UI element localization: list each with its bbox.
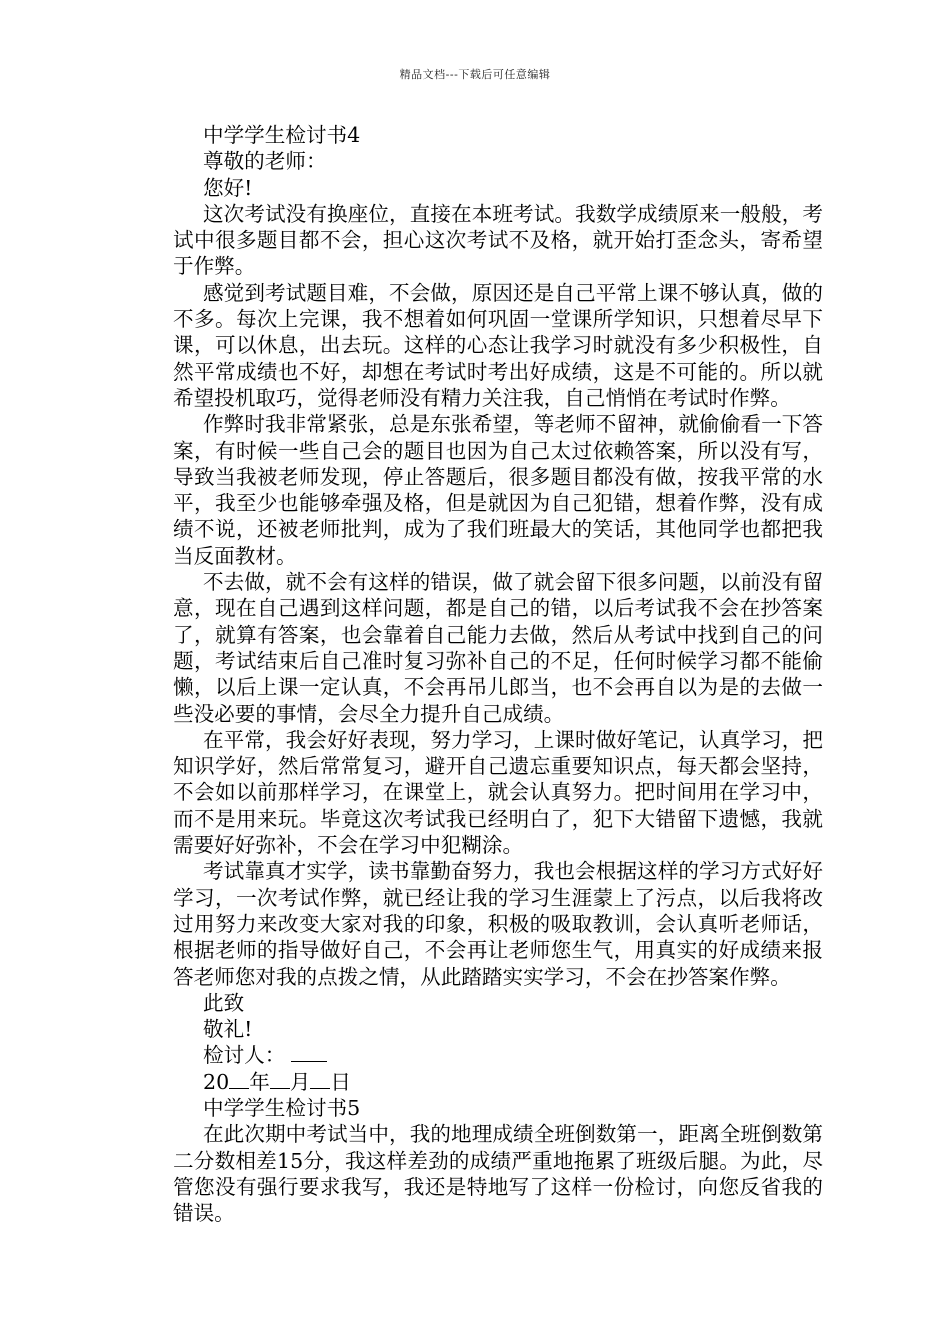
signer-line	[173, 1042, 823, 1068]
signer-label: 检讨人：	[203, 1043, 286, 1068]
date-month-unit: 月	[289, 1069, 311, 1094]
document-body	[173, 122, 823, 1226]
date-year: 20	[203, 1069, 230, 1094]
letter-5-paragraph: 在此次期中考试当中，我的地理成绩全班倒数第一，距离全班倒数第二分数相差15分，我这样差劲的成绩严重地拖累了班级后腿。为此，尽管您没有强行要求我写，我还是特地写了这样一份检讨，向您反省我的错误。	[173, 1122, 823, 1226]
letter-4-paragraph: 感觉到考试题目难，不会做，原因还是自己平常上课不够认真，做的不多。每次上完课，我不想着如何巩固一堂课所学知识，只想着尽早下课，可以休息，出去玩。这样的心态让我学习时就没有多少积极性，自然平常成绩也不好，却想在考试时考出好成绩，这是不可能的。所以就希望投机取巧，觉得老师没有精力关注我，自己悄悄在考试时作弊。	[173, 280, 823, 410]
signer-blank	[291, 1043, 327, 1062]
letter-4-paragraph: 考试靠真才实学，读书靠勤奋努力，我也会根据这样的学习方式好好学习，一次考试作弊，就已经让我的学习生涯蒙上了污点，以后我将改过用努力来改变大家对我的印象，积极的吸取教训，会认真听老师话，根据老师的指导做好自己，不会再让老师您生气，用真实的好成绩来报答老师您对我的点拨之情，从此踏踏实实学习，不会在抄答案作弊。	[173, 859, 823, 989]
month-blank	[270, 1070, 290, 1089]
letter-4-paragraph: 作弊时我非常紧张，总是东张希望，等老师不留神，就偷偷看一下答案，有时候一些自己会的题目也因为自己太过依赖答案，所以没有写，导致当我被老师发现，停止答题后，很多题目都没有做，按我平常的水平，我至少也能够牵强及格，但是就因为自己犯错，想着作弊，没有成绩不说，还被老师批判，成为了我们班最大的笑话，其他同学也都把我当反面教材。	[173, 412, 823, 568]
letter-5-title: 中学学生检讨书5	[203, 1095, 361, 1120]
letter-4-title: 中学学生检讨书4	[203, 123, 361, 147]
letter-4-paragraph: 这次考试没有换座位，直接在本班考试。我数学成绩原来一般般，考试中很多题目都不会，担心这次考试不及格，就开始打歪念头，寄希望于作弊。	[173, 201, 823, 279]
date-day-unit: 日	[330, 1069, 351, 1094]
day-blank	[310, 1070, 330, 1089]
page-header: 精品文档---下载后可任意编辑	[399, 68, 551, 81]
date-line	[173, 1069, 823, 1095]
letter-4-paragraph: 在平常，我会好好表现，努力学习，上课时做好笔记，认真学习，把知识学好，然后常常复习，避开自己遗忘重要知识点，每天都会坚持，不会如以前那样学习，在课堂上，就会认真努力。把时间用在学习中，而不是用来玩。毕竟这次考试我已经明白了，犯下大错留下遗憾，我就需要好好弥补，不会在学习中犯糊涂。	[173, 727, 823, 858]
letter-4-salutation: 尊敬的老师：	[203, 149, 327, 174]
letter-4-paragraph: 不去做，就不会有这样的错误，做了就会留下很多问题，以前没有留意，现在自己遇到这样问题，都是自己的错，以后考试我不会在抄答案了，就算有答案，也会靠着自己能力去做，然后从考试中找到自己的问题，考试结束后自己准时复习弥补自己的不足，任何时候学习都不能偷懒，以后上课一定认真，不会再吊儿郎当，也不会再自以为是的去做一些没必要的事情，会尽全力提升自己成绩。	[173, 570, 823, 726]
year-blank	[229, 1070, 249, 1089]
date-year-unit: 年	[249, 1069, 270, 1094]
closing-line-1: 此致	[203, 990, 245, 1015]
closing-line-2: 敬礼!	[203, 1017, 253, 1042]
letter-4-greeting: 您好!	[203, 175, 253, 200]
